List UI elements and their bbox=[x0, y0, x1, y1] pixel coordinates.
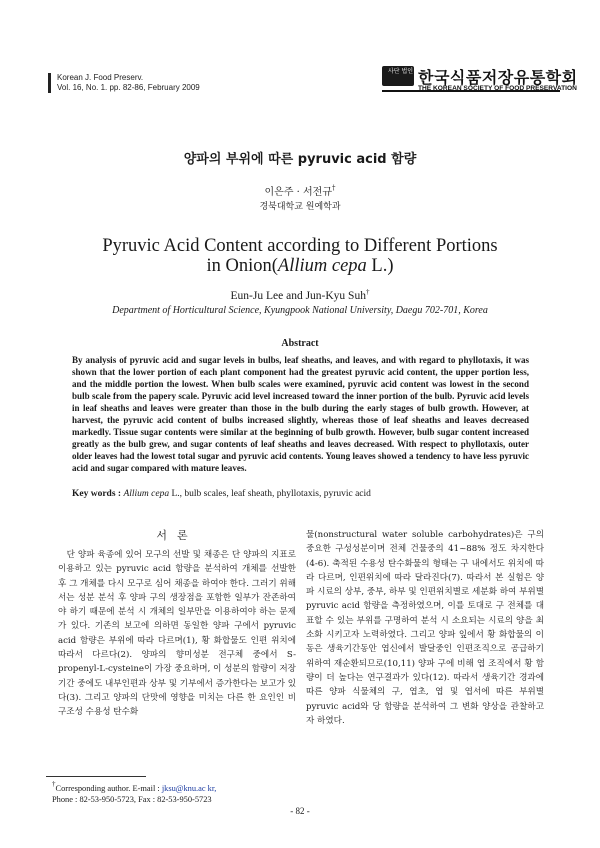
footnote-phone: Phone : 82-53-950-5723, Fax : 82-53-950-5723 bbox=[52, 795, 212, 804]
society-name-korean: 한국식품저장유통학회 bbox=[418, 68, 578, 87]
keywords bbox=[72, 489, 532, 499]
corresponding-mark: † bbox=[52, 780, 56, 788]
journal-name: Korean J. Food Preserv. bbox=[57, 73, 144, 82]
korean-authors bbox=[0, 183, 600, 198]
english-authors bbox=[0, 288, 600, 302]
journal-volume: Vol. 16, No. 1. pp. 82-86, February 2009 bbox=[57, 83, 200, 92]
korean-author-names: 이은주 · 서전규 bbox=[264, 187, 332, 198]
footnote-label: Corresponding author. E-mail : bbox=[55, 784, 162, 793]
footnote-line1 bbox=[52, 779, 452, 794]
body-right-column: 물(nonstructural water soluble carbohydrates)은 구의 중요한 구성성분이며 전체 건물중의 41~88% 정도 차지한다(4-6). 축적된 수용성 탄수화물의 형태는 구 내에서도 위치에 따라 다르며, 인편위치에 따라 달라진다(7). 따라서 본 실험은 양파 시료의 상부, 중부, 하부 및 인편위치별로 세분화 하여 부위별 pyruvic acid 함량을 측정하였으며, 이를 토대로 구 전체를 대표할 수 있는 부위를 구명하여 분석 시 소요되는 시료의 양을 최소화 시키고자 노력하였다. 그리고 양파 잎에서 황 화합물의 이동은 생육기간동안 엽신에서 발달중인 인편조직으로 공급하기 위하여 재순환되므로(10,11) 양파 구에 비해 엽 조직에서 황 함량이 더 높다는 연구결과가 있다(12). 따라서 생육기간 경과에 따른 양파 식물체의 구, 엽초, 엽 및 엽서에 따른 부위별 pyruvic acid와 당 함량을 분석하여 그 변화 양상을 관찰하고자 하였다. bbox=[306, 530, 544, 726]
english-title-line1: Pyruvic Acid Content according to Different Portions bbox=[102, 236, 498, 256]
title-species: Allium cepa bbox=[277, 256, 367, 276]
footnote bbox=[52, 779, 452, 805]
abstract-text: By analysis of pyruvic acid and sugar levels in bulbs, leaf sheaths, and leaves, and with regard to phyllotaxis, it was shown that the lower portion of each plant component had the greatest pyruvic acid content, the upper portion less, and the middle portion the lowest. When bulb scales were examined, pyruvic acid content was lowest in the second bulb scale from the papery scale. Pyruvic acid level increased toward the inner portion of the bulb. Pyruvic acid levels in leaf sheaths and leaves were greater than those in the bulb during the early stages of bulb growth. However, at harvest, the pyruvic acid content of bulbs increased slightly, whereas those of leaf sheaths and leaves decreased markedly. Tissue sugar contents were similar at the beginning of bulb growth. However, bulb sugar content increased greatly as the bulb grew, and sugar contents of leaf sheaths and leaves decreased. With respect to phyllotaxis, outer older leaves had the lowest total sugar and pyruvic acid contents. Young leaves showed a tendency to have less pyruvic acid and sugar compared with mature leaves. bbox=[72, 355, 529, 474]
english-title bbox=[0, 236, 600, 276]
email-link[interactable]: jksu@knu.ac kr, bbox=[161, 784, 217, 793]
corresponding-mark: † bbox=[365, 288, 370, 296]
corresponding-mark: † bbox=[332, 184, 336, 192]
journal-citation bbox=[48, 73, 200, 93]
english-author-names: Eun-Ju Lee and Jun-Kyu Suh bbox=[230, 290, 366, 302]
keywords-species: Allium cepa bbox=[123, 489, 170, 499]
english-affiliation: Department of Horticultural Science, Kyungpook National University, Daegu 702-701, Korea bbox=[112, 305, 488, 316]
page-number: - 82 - bbox=[290, 806, 310, 816]
english-title-line2 bbox=[0, 256, 600, 276]
keywords-list: L., bulb scales, leaf sheath, phyllotaxis, pyruvic acid bbox=[169, 489, 371, 499]
society-emblem-text: 사단 법인 bbox=[388, 68, 414, 75]
society-name-english: THE KOREAN SOCIETY OF FOOD PRESERVATION bbox=[418, 85, 577, 92]
title-part: in Onion( bbox=[206, 256, 278, 276]
body-left-column: 단 양파 육종에 있어 모구의 선발 및 채종은 단 양파의 지표로 이용하고 있는 pyruvic acid 함량을 분석하여 개체를 선발한 후 그 개체를 다시 모구로 심어 채종을 하여야 한다. 그러기 위해서는 성분 분석 후 양파 구의 생장점을 포함한 일부가 잔존하여야 하기 때문에 분석 시 개체의 일부만을 이용하여야 하는 문제가 있다. 기존의 보고에 의하면 동일한 양파 구에서 pyruvic acid 함량은 부위에 따라 다르며(1), 황 화합물도 인편 위치에 따라서 다르다(2). 양파의 향미성분 전구체 중에서 S-propenyl-L-cysteine이 가장 중요하며, 이 성분의 함량이 저장기간 중에도 내부인편과 상부 및 기부에서 증가한다는 보고가 있다(3). 그리고 양파의 단맛에 영향을 미치는 다른 한 요인인 비구조성 수용성 탄수화 bbox=[58, 550, 296, 718]
title-part: L.) bbox=[366, 256, 394, 276]
keywords-label: Key words : bbox=[72, 489, 122, 499]
footnote-rule bbox=[46, 776, 146, 777]
society-logo bbox=[382, 66, 578, 94]
society-emblem-icon bbox=[382, 66, 414, 86]
abstract-heading: Abstract bbox=[281, 338, 319, 349]
section-heading-introduction: 서론 bbox=[156, 529, 198, 542]
korean-affiliation: 경북대학교 원예학과 bbox=[259, 202, 341, 212]
korean-title: 양파의 부위에 따른 pyruvic acid 함량 bbox=[183, 152, 417, 167]
